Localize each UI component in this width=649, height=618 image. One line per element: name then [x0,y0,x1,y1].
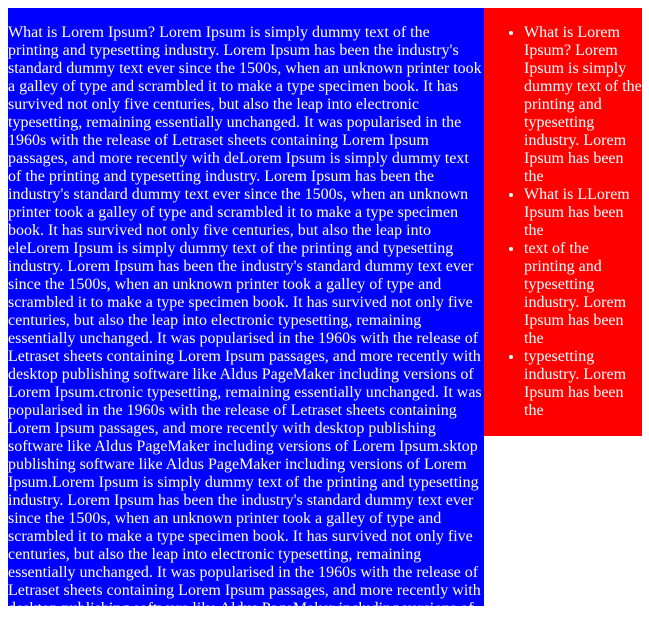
list-item: • text of the printing and typesetting industry. Lorem Ipsum has been the [524,240,642,348]
list-item: • What is Lorem Ipsum? Lorem Ipsum is simply dummy text of the printing and typesetting industry. Lorem Ipsum has been the [524,24,642,186]
list-item: • What is LLorem Ipsum has been the [524,186,642,240]
sidebar-panel [484,8,642,436]
main-content-panel [8,8,484,617]
sidebar-list [484,24,642,420]
main-paragraph: What is Lorem Ipsum? Lorem Ipsum is simply dummy text of the printing and typesetting industry. Lorem Ipsum has been the industry's standard dummy text ever since the 1500s, when an unknown printer took a galley of type and scrambled it to make a type specimen book. It has survived not only five centuries, but also the leap into electronic typesetting, remaining essentially unchanged. It was popularised in the 1960s with the release of Letraset sheets containing Lorem Ipsum passages, and more recently with deLorem Ipsum is simply dummy text of the printing and typesetting industry. Lorem Ipsum has been the industry's standard dummy text ever since the 1500s, when an unknown printer took a galley of type and scrambled it to make a type specimen book. It has survived not only five centuries, but also the leap into eleLorem Ipsum is simply dummy text of the printing and typesetting industry. Lorem Ipsum has been the industry's standard dummy text ever since the 1500s, when an unknown printer took a galley of type and scrambled it to make a type specimen book. It has survived not only five centuries, but also the leap into electronic typesetting, remaining essentially unchanged. It was popularised in the 1960s with the release of Letraset sheets containing Lorem Ipsum passages, and more recently with desktop publishing software like Aldus PageMaker including versions of Lorem Ipsum.ctronic typesetting, remaining essentially unchanged. It was popularised in the 1960s with the release of Letraset sheets containing Lorem Ipsum passages, and more recently with desktop publishing software like Aldus PageMaker including versions of Lorem Ipsum.sktop publishing software like Aldus PageMaker including versions of Lorem Ipsum.Lorem Ipsum is simply dummy text of the printing and typesetting industry. Lorem Ipsum has been the industry's standard dummy text ever since the 1500s, when an unknown printer took a galley of type and scrambled it to make a type specimen book. It has survived not only five centuries, but also the leap into electronic typesetting, remaining essentially unchanged. It was popularised in the 1960s with the release of Letraset sheets containing Lorem Ipsum passages, and more recently with desktop publishing software like Aldus PageMaker including versions of [8,24,482,617]
list-item: • typesetting industry. Lorem Ipsum has been the [524,348,642,420]
